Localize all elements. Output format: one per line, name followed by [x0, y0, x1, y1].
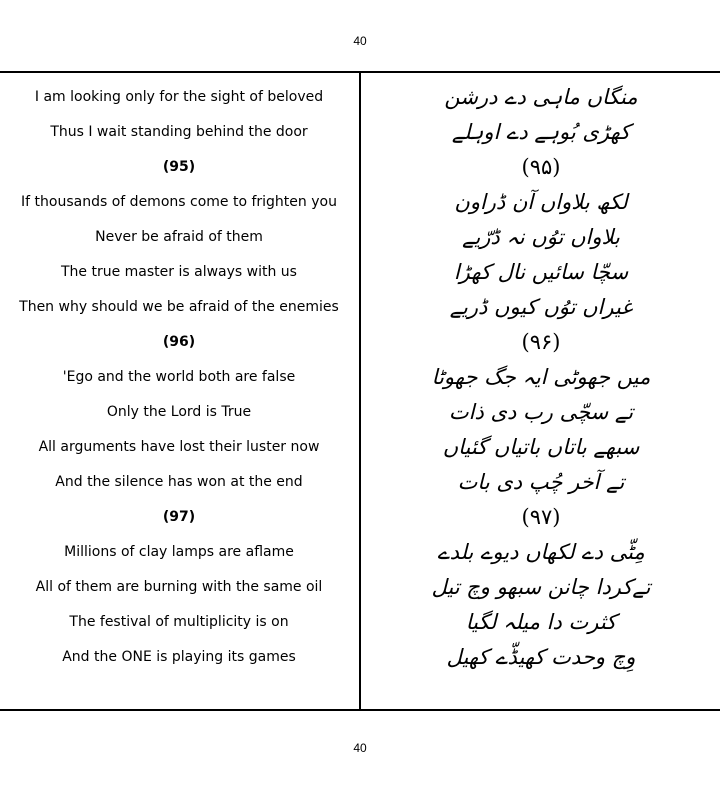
verse-number-english: (96): [162, 333, 196, 350]
verse-line: وِچ وحدت کھیڈّے کھیل: [446, 644, 636, 669]
verse-line-row: [362, 534, 720, 569]
translation-line: Millions of clay lamps are aflame: [64, 543, 294, 560]
urdu-verse-column: [362, 79, 720, 674]
translation-line: Only the Lord is True: [106, 403, 252, 420]
verse-line-row: [362, 114, 720, 149]
translation-line-row: [0, 289, 358, 324]
verse-number-english: (97): [162, 508, 196, 525]
translation-line-row: [0, 639, 358, 674]
verse-line: سبھے باتاں باتیاں گئیاں: [442, 434, 640, 459]
verse-line-row: [362, 184, 720, 219]
translation-line: If thousands of demons come to frighten you: [21, 193, 337, 210]
translation-line: All arguments have lost their luster now: [38, 438, 320, 455]
verse-line: غیراں توُں کیوں ڈریے: [449, 294, 633, 319]
verse-number-row: [0, 149, 358, 184]
verse-line: تے سچّی رب دی ذات: [448, 399, 634, 424]
verse-line: لکھ بلاواں آن ڈراون: [454, 189, 628, 214]
verse-number-urdu: (۹۷): [521, 504, 561, 529]
translation-line-row: [0, 534, 358, 569]
verse-line-row: [362, 639, 720, 674]
translation-line: All of them are burning with the same oil: [35, 578, 323, 595]
page-number-top: 40: [353, 34, 367, 48]
translation-line: Never be afraid of them: [95, 228, 263, 245]
verse-line: تے آخر چُپ دی بات: [457, 469, 625, 494]
verse-line: مِٹّی دے لکھاں دیوے بلدے: [437, 539, 645, 564]
verse-number-row: [362, 499, 720, 534]
bottom-divider: [0, 709, 720, 711]
verse-line-row: [362, 464, 720, 499]
verse-number-urdu: (۹۶): [521, 329, 561, 354]
translation-line-row: [0, 114, 358, 149]
translation-line-row: [0, 604, 358, 639]
verse-line: کھڑی بُوہے دے اوہلے: [451, 119, 631, 144]
translation-line: And the ONE is playing its games: [62, 648, 296, 665]
verse-line-row: [362, 604, 720, 639]
verse-line-row: [362, 394, 720, 429]
verse-line-row: [362, 219, 720, 254]
translation-line: I am looking only for the sight of beloved: [34, 88, 324, 105]
verse-line-row: [362, 569, 720, 604]
english-translation-column: [0, 79, 358, 674]
translation-line-row: [0, 464, 358, 499]
translation-line: The festival of multiplicity is on: [69, 613, 289, 630]
verse-line-row: [362, 79, 720, 114]
translation-line-row: [0, 394, 358, 429]
translation-line-row: [0, 254, 358, 289]
translation-line: The true master is always with us: [61, 263, 297, 280]
verse-line: کثرت دا میلہ لگیا: [465, 609, 617, 634]
verse-line: منگاں ماہی دے درشن: [444, 84, 638, 109]
translation-line: 'Ego and the world both are false: [62, 368, 296, 385]
translation-line: And the silence has won at the end: [55, 473, 303, 490]
translation-line-row: [0, 429, 358, 464]
verse-number-row: [362, 149, 720, 184]
verse-line: تےکردا چانن سبھو وچ تیل: [431, 574, 651, 599]
translation-line-row: [0, 184, 358, 219]
verse-line-row: [362, 359, 720, 394]
column-divider: [359, 72, 361, 710]
translation-line-row: [0, 569, 358, 604]
translation-line: Then why should we be afraid of the enemies: [19, 298, 339, 315]
verse-number-urdu: (۹۵): [521, 154, 561, 179]
translation-line-row: [0, 359, 358, 394]
verse-number-row: [0, 499, 358, 534]
translation-line: Thus I wait standing behind the door: [50, 123, 308, 140]
verse-line: میں جھوٹی ایہ جگ جھوٹا: [431, 364, 651, 389]
verse-line: سچّا سائیں نال کھڑا: [453, 259, 629, 284]
verse-line: بلاواں توُں نہ ڈرّیے: [462, 224, 620, 249]
verse-line-row: [362, 254, 720, 289]
page-number-bottom: 40: [353, 741, 367, 755]
verse-line-row: [362, 289, 720, 324]
verse-number-row: [0, 324, 358, 359]
verse-number-row: [362, 324, 720, 359]
verse-line-row: [362, 429, 720, 464]
translation-line-row: [0, 219, 358, 254]
translation-line-row: [0, 79, 358, 114]
verse-number-english: (95): [162, 158, 196, 175]
